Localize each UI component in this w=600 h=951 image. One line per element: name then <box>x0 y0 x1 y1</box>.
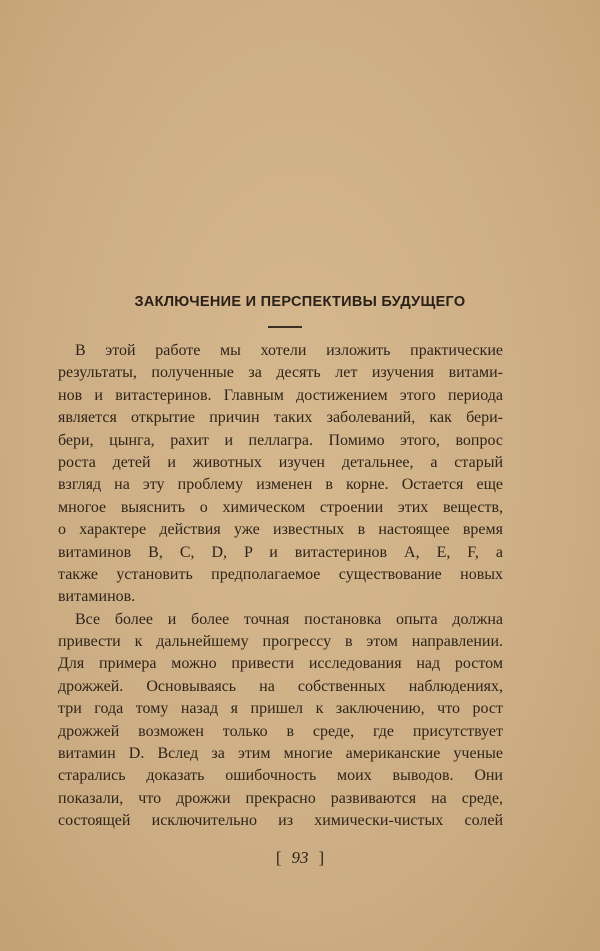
text-line: витамин D. Вслед за этим многие американские ученые <box>58 745 503 763</box>
text-line: Для примера можно привести исследования над ростом <box>58 655 503 673</box>
text-line: витаминов. <box>58 588 136 606</box>
text-line: старались доказать ошибочность моих выводов. Они <box>58 767 503 785</box>
text-line: дрожжей. Основываясь на собственных наблюдениях, <box>58 677 503 695</box>
text-line: бери, цынга, рахит и пеллагра. Помимо этого, вопрос <box>58 431 503 449</box>
text-line: привести к дальнейшему прогрессу в этом направлении. <box>58 633 503 651</box>
text-line: показали, что дрожжи прекрасно развиваются на среде, <box>58 789 503 807</box>
chapter-heading: ЗАКЛЮЧЕНИЕ И ПЕРСПЕКТИВЫ БУДУЩЕГО <box>134 294 466 310</box>
text-line: Все более и более точная постановка опыта должна <box>75 610 503 628</box>
bracket-open: [ <box>275 848 282 867</box>
text-line: витаминов B, C, D, P и витастеринов A, E, F, а <box>58 543 503 561</box>
bracket-close: ] <box>318 848 325 867</box>
text-line: три года тому назад я пришел к заключению, что рост <box>58 700 503 718</box>
text-line: В этой работе мы хотели изложить практические <box>75 342 503 359</box>
text-line: взгляд на эту проблему изменен в корне. Остается еще <box>58 476 503 494</box>
text-line: о характере действия уже известных в настоящее время <box>58 521 503 539</box>
text-line: результаты, полученные за десять лет изучения витами- <box>58 364 503 382</box>
text-line: является открытие причин таких заболеваний, как бери- <box>58 409 503 427</box>
page-number <box>0 848 600 868</box>
heading-divider <box>268 326 302 328</box>
text-line: многое выяснить о химическом строении этих веществ, <box>58 498 503 516</box>
body-text <box>58 340 503 833</box>
text-line: состоящей исключительно из химически-чистых солей <box>58 812 503 830</box>
page-number-value: 93 <box>291 848 309 867</box>
text-line: нов и витастеринов. Главным достижением этого периода <box>58 386 503 404</box>
text-line: дрожжей возможен только в среде, где присутствует <box>58 722 503 740</box>
text-line: также установить предполагаемое существование новых <box>58 565 503 583</box>
text-line: роста детей и животных изучен детальнее, а старый <box>58 453 503 471</box>
